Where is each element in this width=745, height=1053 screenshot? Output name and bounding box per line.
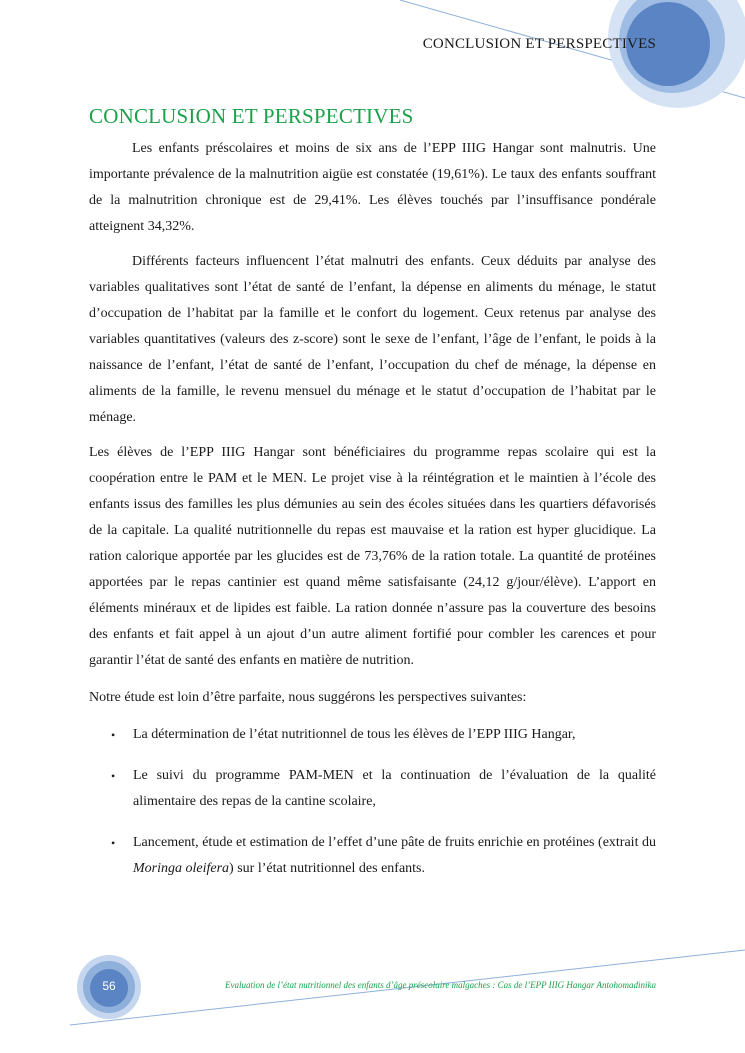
list-item-text-before: Lancement, étude et estimation de l’effet d’une pâte de fruits enrichie en protéines (extrait du — [133, 835, 656, 850]
paragraph-prevalence: Les enfants préscolaires et moins de six ans de l’EPP IIIG Hangar sont malnutris. Une importante prévalence de la malnutrition aigüe est constatée (19,61%). Le taux des enfants souffrant de la malnutrition chronique est de 29,41%. Les élèves touchés par l’insuffisance pondérale atteignent 34,32%. — [89, 141, 656, 234]
list-item-text-after: ) sur l’état nutritionnel des enfants. — [229, 861, 425, 876]
page-number: 56 — [102, 979, 116, 993]
perspectives-list — [89, 722, 656, 882]
section-title: CONCLUSION ET PERSPECTIVES — [89, 104, 414, 128]
footer-caption: Evaluation de l’état nutritionnel des enfants d’âge préscolaire malgaches : Cas de l’EPP IIIG Hangar Antohomadinika — [224, 980, 656, 990]
bullet-icon: • — [111, 728, 116, 742]
paragraph-school-meals: Les élèves de l’EPP IIIG Hangar sont bénéficiaires du programme repas scolaire qui est la coopération entre le PAM et le MEN. Le projet vise à la réintégration et le maintien à l’école des enfants issus des familles les plus démunies au sein des écoles situées dans les quartiers défavorisés de la capitale. La qualité nutritionnelle du repas est mauvaise et la ration est hyper glucidique. La ration calorique apportée par les glucides est de 73,76% de la ration totale. La quantité de protéines apportées par le repas cantinier est quand même satisfaisante (24,12 g/jour/élève). L’apport en éléments minéraux et de lipides est faible. La ration donnée n’assure pas la couverture des besoins des enfants et fait appel à un ajout d’un autre aliment fortifié pour combler les carences et pour garantir l’état de santé des enfants en matière de nutrition. — [89, 445, 656, 668]
list-item-text: Le suivi du programme PAM-MEN et la continuation de l’évaluation de la qualité alimentaire des repas de la cantine scolaire, — [133, 768, 656, 809]
paragraph-perspectives-intro: Notre étude est loin d’être parfaite, nous suggérons les perspectives suivantes: — [89, 690, 527, 705]
list-item — [89, 830, 656, 882]
running-header: CONCLUSION ET PERSPECTIVES — [422, 36, 656, 52]
list-item-text: La détermination de l’état nutritionnel de tous les élèves de l’EPP IIIG Hangar, — [133, 727, 576, 742]
list-item — [89, 722, 656, 748]
bullet-icon: • — [111, 769, 116, 783]
species-name: Moringa oleifera — [133, 861, 230, 876]
paragraph-factors: Différents facteurs influencent l’état malnutri des enfants. Ceux déduits par analyse des variables qualitatives sont l’état de santé de l’enfant, la dépense en aliments du ménage, le statut d’occupation de l’habitat par la famille et le confort du logement. Ceux retenus par analyse des variables quantitatives (valeurs des z-score) sont le sexe de l’enfant, l’âge de l’enfant, le poids à la naissance de l’enfant, l’état de santé de l’enfant, l’occupation du chef de ménage, la dépense en aliments de la famille, le revenu mensuel du ménage et le statut d’occupation de l’habitat par le ménage. — [89, 254, 656, 425]
page-content — [89, 104, 656, 897]
bullet-icon: • — [111, 836, 116, 850]
list-item — [89, 763, 656, 815]
